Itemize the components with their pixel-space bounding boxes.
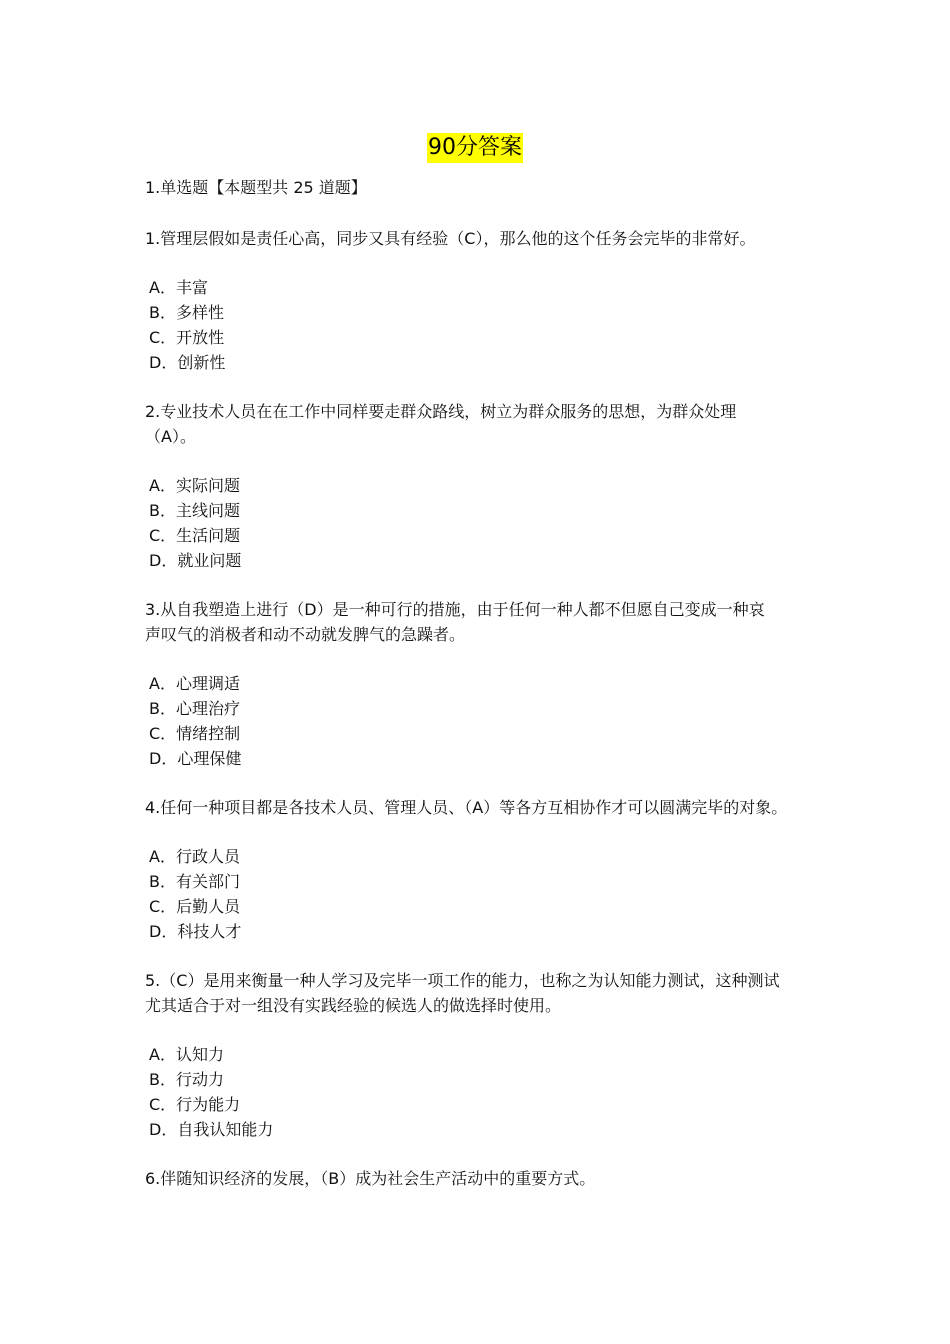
section-heading: 1.单选题【本题型共 25 道题】 [145,178,367,197]
option-list [145,473,825,573]
option-a: A．丰富 [149,278,208,297]
question-text: 3.从自我塑造上进行（D）是一种可行的措施，由于任何一种人都不但愿自己变成一种哀 声叹气的消极者和动不动就发脾气的急躁者。 [145,600,765,644]
question-item [145,399,825,573]
option-b: B．心理治疗 [149,699,240,718]
option-c: C．开放性 [149,328,225,347]
question-text: 4.任何一种项目都是各技术人员、管理人员、（A）等各方互相协作才可以圆满完毕的对象。 [145,798,788,817]
option-c: C．情绪控制 [149,724,241,743]
option-c: C．行为能力 [149,1095,241,1114]
question-item [145,1166,825,1191]
question-text: 6.伴随知识经济的发展，（B）成为社会生产活动中的重要方式。 [145,1169,596,1188]
option-list [145,1042,825,1142]
document-title: 90分答案 [427,133,523,163]
question-text: 1.管理层假如是责任心高，同步又具有经验（C），那么他的这个任务会完毕的非常好。 [145,229,756,248]
option-c: C．后勤人员 [149,897,241,916]
option-a: A．认知力 [149,1045,224,1064]
option-d: D．科技人才 [149,922,242,941]
question-item [145,795,825,944]
option-list [145,671,825,771]
option-d: D．就业问题 [149,551,242,570]
option-list [145,844,825,944]
option-d: D．自我认知能力 [149,1120,274,1139]
question-list [145,226,825,1215]
option-c: C．生活问题 [149,526,241,545]
option-a: A．心理调适 [149,674,240,693]
option-a: A．实际问题 [149,476,240,495]
option-b: B．多样性 [149,303,224,322]
title-container [0,133,950,163]
question-text: 5.（C）是用来衡量一种人学习及完毕一项工作的能力，也称之为认知能力测试，这种测试 尤其适合于对一组没有实践经验的候选人的做选择时使用。 [145,971,780,1015]
option-d: D．心理保健 [149,749,242,768]
option-a: A．行政人员 [149,847,240,866]
question-item [145,597,825,771]
option-list [145,275,825,375]
option-d: D．创新性 [149,353,226,372]
option-b: B．主线问题 [149,501,240,520]
question-item [145,968,825,1142]
question-item [145,226,825,375]
option-b: B．有关部门 [149,872,240,891]
option-b: B．行动力 [149,1070,224,1089]
question-text: 2.专业技术人员在在工作中同样要走群众路线，树立为群众服务的思想，为群众处理 （A）。 [145,402,737,446]
